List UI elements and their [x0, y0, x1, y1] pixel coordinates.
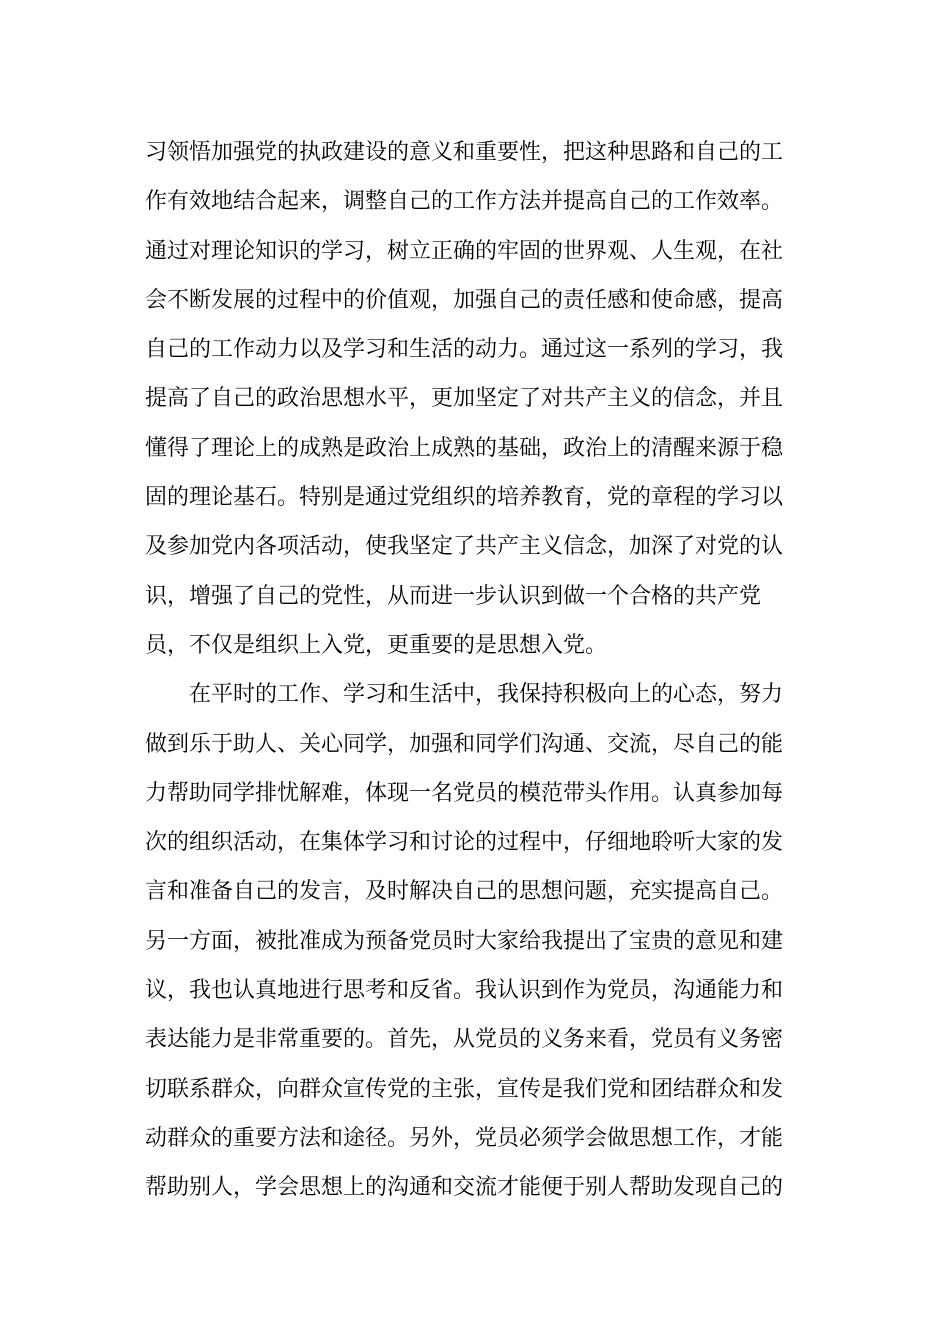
text-line: 习领悟加强党的执政建设的意义和重要性，把这种思路和自己的工 [145, 140, 784, 165]
text-line: 切联系群众，向群众宣传党的主张，宣传是我们党和团结群众和发 [145, 1076, 784, 1102]
text-line: 会不断发展的过程中的价值观，加强自己的责任感和使命感，提高 [145, 287, 784, 313]
text-line: 识，增强了自己的党性，从而进一步认识到做一个合格的共产党 [145, 583, 762, 609]
text-line: 次的组织活动，在集体学习和讨论的过程中，仔细地聆听大家的发 [145, 830, 784, 856]
text-line: 做到乐于助人、关心同学，加强和同学们沟通、交流，尽自己的能 [145, 731, 784, 757]
text-line: 动群众的重要方法和途径。另外，党员必须学会做思想工作，才能 [145, 1125, 784, 1151]
text-line: 另一方面，被批准成为预备党员时大家给我提出了宝贵的意见和建 [145, 928, 784, 954]
text-line: 通过对理论知识的学习，树立正确的牢固的世界观、人生观，在社 [145, 238, 784, 264]
paragraph-first-line: 在平时的工作、学习和生活中，我保持积极向上的心态，努力 [189, 682, 784, 708]
text-line: 懂得了理论上的成熟是政治上成熟的基础，政治上的清醒来源于稳 [145, 435, 784, 461]
text-line: 及参加党内各项活动，使我坚定了共产主义信念，加深了对党的认 [145, 534, 784, 560]
text-line: 固的理论基石。特别是通过党组织的培养教育，党的章程的学习以 [145, 485, 784, 511]
text-line: 作有效地结合起来，调整自己的工作方法并提高自己的工作效率。 [145, 189, 784, 215]
document-body [145, 128, 815, 1213]
text-line: 员，不仅是组织上入党，更重要的是思想入党。 [145, 632, 608, 658]
text-line: 帮助别人，学会思想上的沟通和交流才能便于别人帮助发现自己的 [145, 1175, 784, 1201]
text-line: 表达能力是非常重要的。首先，从党员的义务来看，党员有义务密 [145, 1027, 784, 1053]
text-line: 议，我也认真地进行思考和反省。我认识到作为党员，沟通能力和 [145, 978, 784, 1004]
text-line: 提高了自己的政治思想水平，更加坚定了对共产主义的信念，并且 [145, 386, 784, 412]
text-line: 自己的工作动力以及学习和生活的动力。通过这一系列的学习，我 [145, 337, 784, 363]
text-line: 力帮助同学排忧解难，体现一名党员的模范带头作用。认真参加每 [145, 780, 784, 806]
text-line: 言和准备自己的发言，及时解决自己的思想问题，充实提高自己。 [145, 879, 784, 905]
